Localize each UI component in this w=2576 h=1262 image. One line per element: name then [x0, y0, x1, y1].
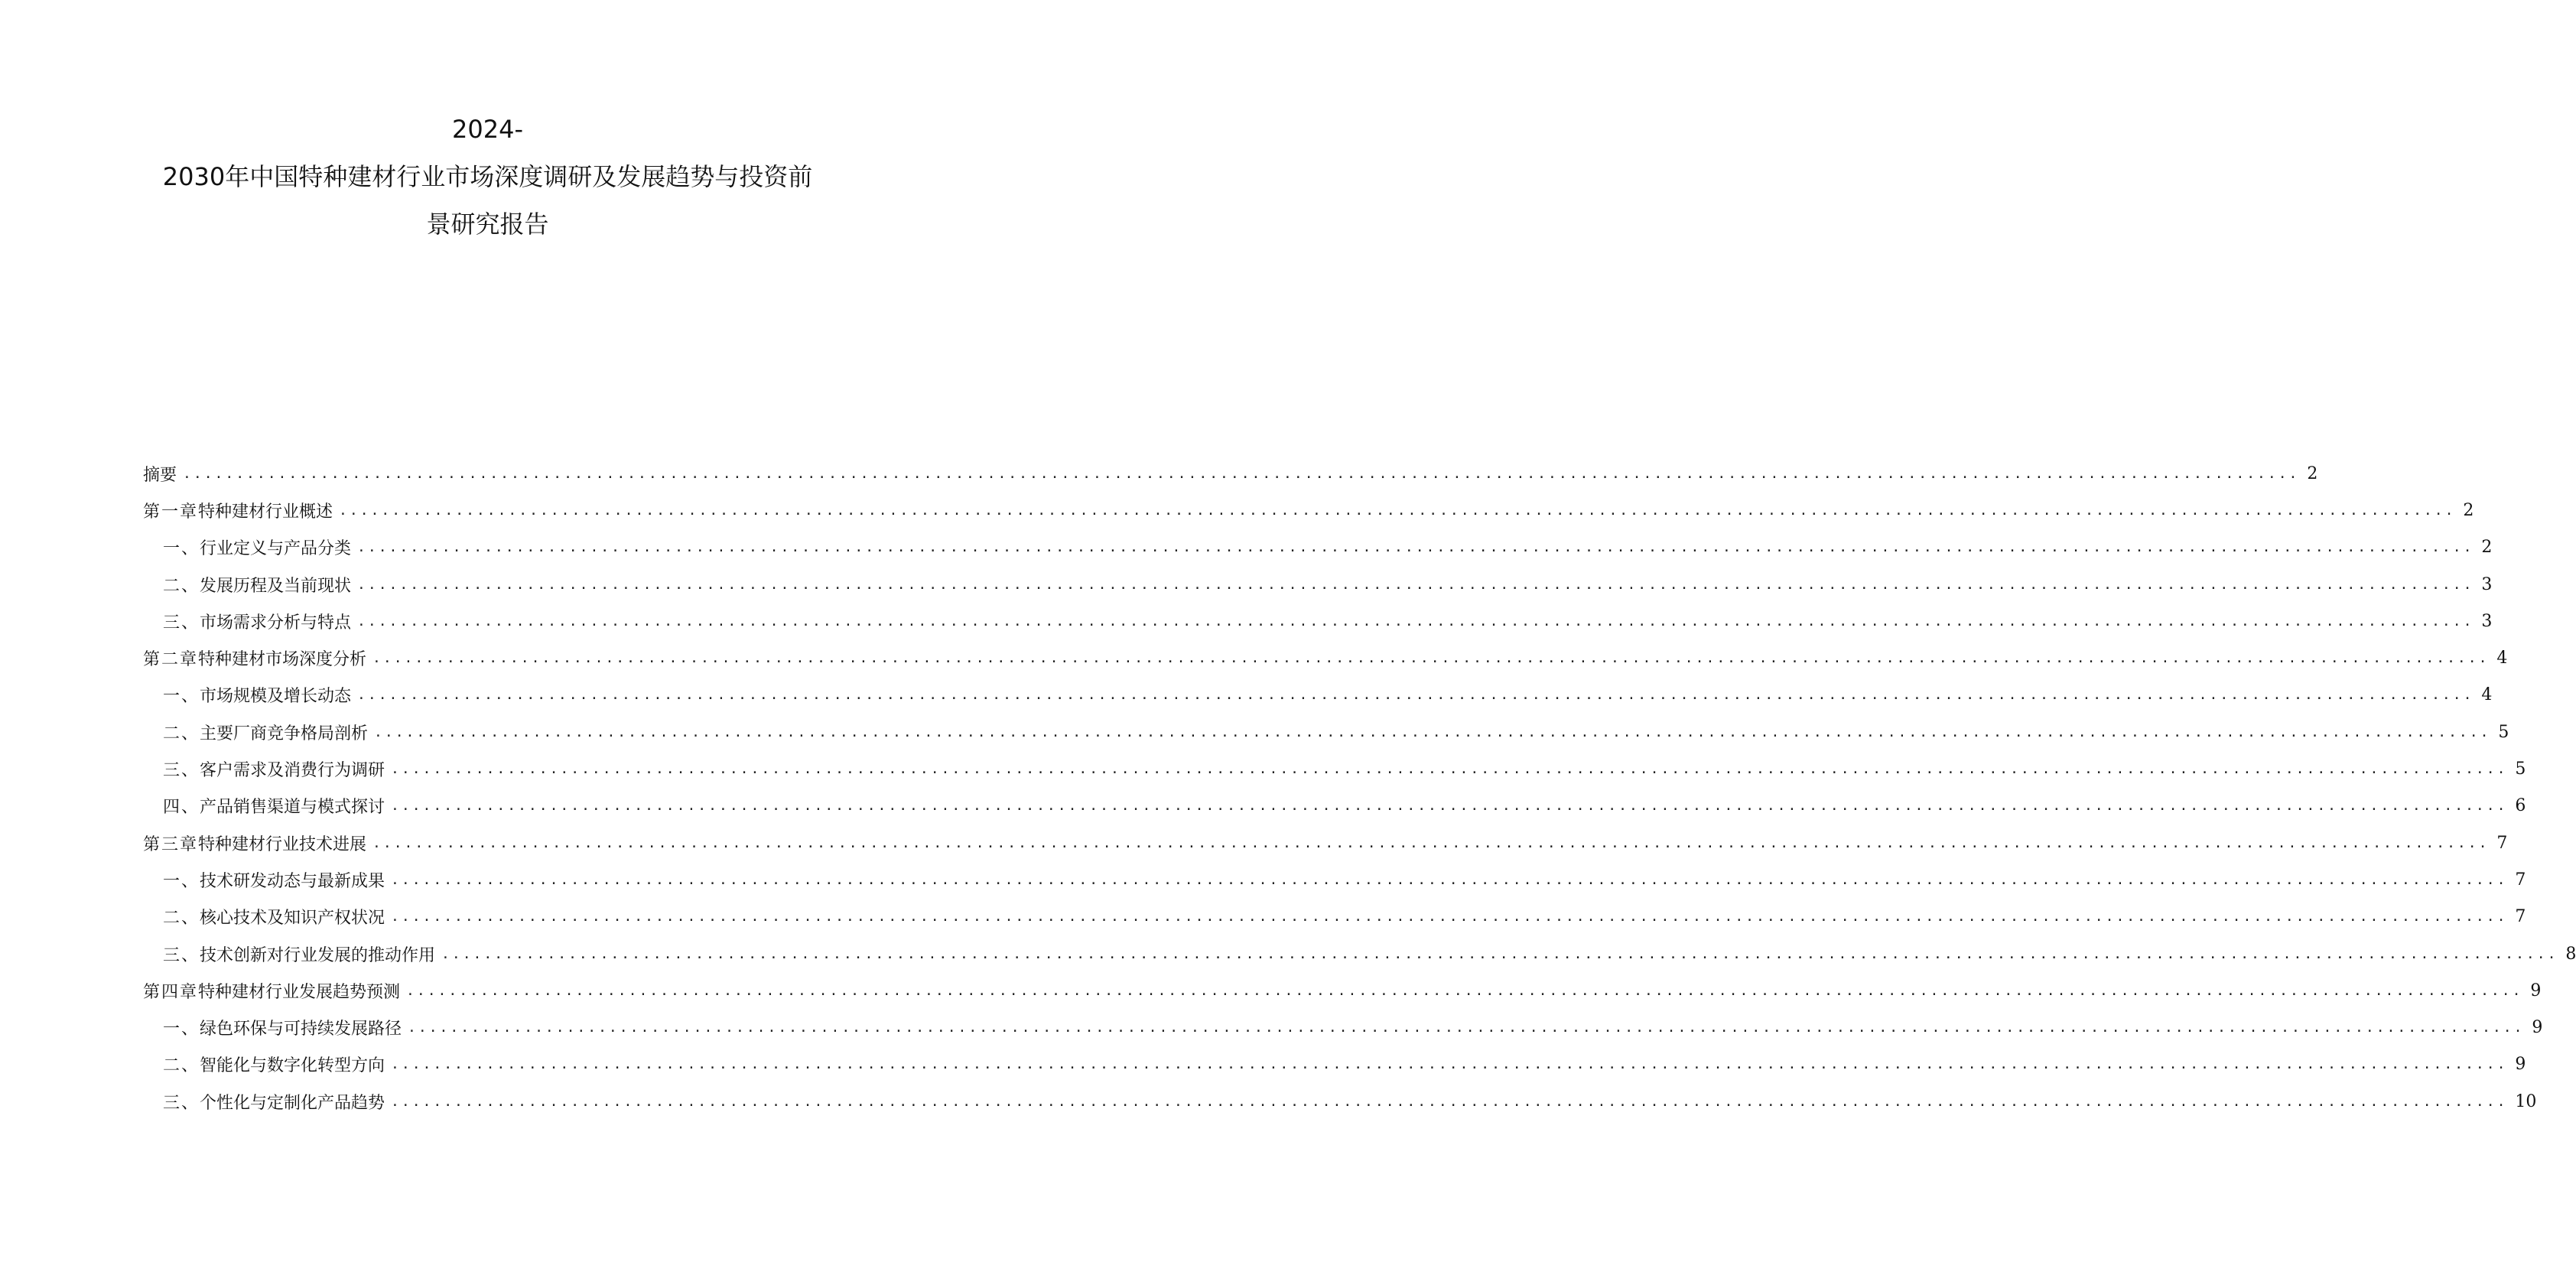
toc-dot-leader: ........................................................................................................................................................................................................ — [391, 798, 2508, 815]
toc-section-entry[interactable] — [143, 750, 2526, 787]
toc-entry-marker: 一、 — [163, 539, 200, 559]
toc-entry-title: 技术研发动态与最新成果 — [200, 871, 385, 891]
toc-dot-leader: ........................................................................................................................................................................................................ — [183, 465, 2300, 482]
toc-entry-marker: 三、 — [163, 1093, 200, 1113]
title-line-2: 2030年中国特种建材行业市场深度调研及发展趋势与投资前 — [162, 162, 813, 191]
toc-entry-marker: 一、 — [163, 871, 200, 891]
title-line-3: 景研究报告 — [426, 210, 549, 239]
toc-entry-marker: 第二章 — [143, 650, 199, 670]
toc-section-entry[interactable] — [143, 714, 2509, 750]
toc-entry-title: 特种建材市场深度分析 — [198, 650, 367, 670]
toc-dot-leader: ........................................................................................................................................................................................................ — [339, 502, 2456, 519]
toc-entry-marker: 一、 — [163, 1020, 200, 1039]
toc-page-number: 9 — [2530, 981, 2542, 1000]
toc-entry-title: 市场规模及增长动态 — [200, 687, 352, 707]
toc-entry-title: 行业定义与产品分类 — [200, 539, 352, 559]
toc-dot-leader: ........................................................................................................................................................................................................ — [391, 871, 2508, 888]
toc-page-number: 7 — [2515, 907, 2526, 927]
toc-dot-leader: ........................................................................................................................................................................................................ — [391, 1056, 2508, 1073]
toc-dot-leader: ........................................................................................................................................................................................................ — [391, 1093, 2508, 1110]
toc-page-number: 5 — [2515, 759, 2526, 779]
toc-section-entry[interactable] — [143, 1046, 2526, 1083]
toc-entry-title: 产品销售渠道与模式探讨 — [200, 798, 385, 818]
toc-entry-title: 特种建材行业技术进展 — [198, 834, 367, 854]
toc-page-number: 4 — [2496, 649, 2508, 668]
toc-entry-marker: 三、 — [163, 945, 200, 965]
toc-dot-leader: ........................................................................................................................................................................................................ — [391, 909, 2508, 925]
toc-dot-leader: ........................................................................................................................................................................................................ — [357, 687, 2474, 704]
toc-dot-leader: ........................................................................................................................................................................................................ — [372, 834, 2490, 851]
toc-page-number: 10 — [2515, 1091, 2537, 1111]
toc-entry-marker: 第四章 — [143, 982, 199, 1002]
toc-dot-leader: ........................................................................................................................................................................................................ — [441, 945, 2558, 962]
toc-entry-marker: 三、 — [163, 761, 200, 781]
toc-section-entry[interactable] — [143, 677, 2493, 714]
toc-dot-leader: ........................................................................................................................................................................................................ — [374, 724, 2491, 740]
toc-entry-title: 特种建材行业概述 — [198, 502, 333, 522]
toc-page-number: 9 — [2532, 1018, 2543, 1038]
table-of-contents — [143, 455, 2576, 1120]
toc-section-entry[interactable] — [143, 935, 2576, 972]
toc-entry-title: 主要厂商竞争格局剖析 — [200, 724, 369, 743]
toc-entry-title: 技术创新对行业发展的推动作用 — [200, 945, 436, 965]
toc-section-entry[interactable] — [143, 529, 2493, 566]
toc-dot-leader: ........................................................................................................................................................................................................ — [408, 1020, 2525, 1036]
toc-entry-title: 客户需求及消费行为调研 — [200, 761, 385, 781]
toc-section-entry[interactable] — [143, 1009, 2543, 1046]
title-line-1: 2024- — [452, 115, 523, 144]
report-title — [0, 106, 975, 248]
toc-entry-title: 发展历程及当前现状 — [200, 576, 352, 596]
toc-entry-marker: 三、 — [163, 613, 200, 633]
toc-page-number: 5 — [2498, 722, 2509, 742]
toc-page-number: 4 — [2481, 685, 2493, 705]
toc-entry-marker: 二、 — [163, 576, 200, 596]
toc-page-number: 3 — [2481, 574, 2493, 594]
toc-entry-marker: 二、 — [163, 724, 200, 743]
toc-dot-leader: ........................................................................................................................................................................................................ — [406, 982, 2523, 999]
toc-page-number: 2 — [2481, 538, 2493, 558]
toc-page-number: 6 — [2515, 796, 2526, 816]
toc-page-number: 2 — [2463, 500, 2474, 520]
toc-entry-marker: 二、 — [163, 1056, 200, 1076]
toc-page-number: 7 — [2496, 833, 2508, 853]
toc-dot-leader: ........................................................................................................................................................................................................ — [357, 539, 2474, 556]
toc-entry-title: 核心技术及知识产权状况 — [200, 909, 385, 929]
toc-entry-marker: 四、 — [163, 798, 200, 818]
toc-dot-leader: ........................................................................................................................................................................................................ — [372, 650, 2490, 667]
toc-dot-leader: ........................................................................................................................................................................................................ — [391, 761, 2508, 778]
toc-dot-leader: ........................................................................................................................................................................................................ — [357, 576, 2474, 593]
toc-chapter-entry[interactable] — [143, 455, 2318, 492]
toc-page-number: 8 — [2565, 944, 2576, 964]
toc-page-number: 7 — [2515, 870, 2526, 890]
toc-entry-marker: 二、 — [163, 909, 200, 929]
toc-entry-marker: 第一章 — [143, 502, 199, 522]
toc-entry-title: 智能化与数字化转型方向 — [200, 1056, 385, 1076]
toc-section-entry[interactable] — [143, 566, 2493, 603]
toc-section-entry[interactable] — [143, 788, 2526, 825]
toc-section-entry[interactable] — [143, 861, 2526, 898]
toc-page-number: 9 — [2515, 1055, 2526, 1075]
toc-entry-title: 摘要 — [143, 465, 177, 485]
toc-entry-title: 特种建材行业发展趋势预测 — [198, 982, 401, 1002]
toc-section-entry[interactable] — [143, 603, 2493, 639]
toc-section-entry[interactable] — [143, 1083, 2537, 1120]
toc-section-entry[interactable] — [143, 899, 2526, 935]
toc-page-number: 3 — [2481, 611, 2493, 631]
toc-dot-leader: ........................................................................................................................................................................................................ — [357, 613, 2474, 629]
toc-chapter-entry[interactable] — [143, 492, 2474, 529]
toc-chapter-entry[interactable] — [143, 972, 2542, 1009]
toc-entry-title: 个性化与定制化产品趋势 — [200, 1093, 385, 1113]
toc-chapter-entry[interactable] — [143, 825, 2508, 861]
toc-entry-title: 绿色环保与可持续发展路径 — [200, 1020, 402, 1039]
toc-entry-marker: 第三章 — [143, 834, 199, 854]
toc-page-number: 2 — [2307, 463, 2318, 483]
toc-entry-marker: 一、 — [163, 687, 200, 707]
toc-entry-title: 市场需求分析与特点 — [200, 613, 352, 633]
toc-chapter-entry[interactable] — [143, 639, 2508, 676]
